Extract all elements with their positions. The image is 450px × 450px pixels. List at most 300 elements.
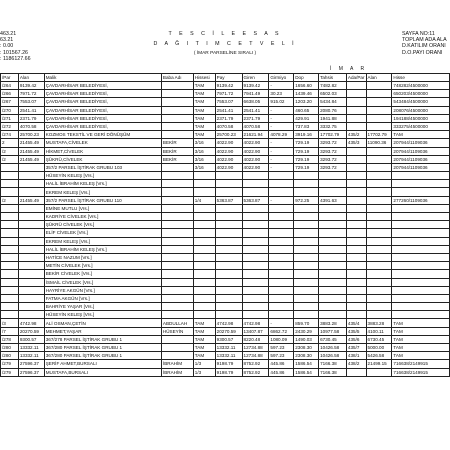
table-cell: 438/2 <box>346 360 366 368</box>
table-cell: 1203.20 <box>294 98 319 106</box>
table-cell: - <box>269 139 294 147</box>
table-cell <box>18 294 44 302</box>
table-cell: 12734.88 <box>242 352 269 360</box>
table-row <box>1 221 450 229</box>
table-cell <box>161 245 193 253</box>
table-cell <box>269 172 294 180</box>
table-cell <box>18 311 44 319</box>
table-cell: - <box>269 122 294 130</box>
table-cell: EKREM KELEŞ [Vrs.] <box>44 237 161 245</box>
table-cell <box>366 262 392 270</box>
table-cell <box>366 221 392 229</box>
table-cell: /278 <box>1 335 19 343</box>
table-cell <box>346 106 366 114</box>
table-cell: 4742.98 <box>215 319 242 327</box>
table-cell <box>366 114 392 122</box>
table-cell <box>242 245 269 253</box>
table-cell: 729.19 <box>294 147 319 155</box>
table-cell <box>269 253 294 261</box>
table-cell <box>346 204 366 212</box>
table-cell: 30.23 <box>269 90 294 98</box>
table-cell: 435/2 <box>346 131 366 139</box>
table-cell <box>18 253 44 261</box>
table-cell <box>18 286 44 294</box>
table-cell <box>1 221 19 229</box>
table-cell <box>18 204 44 212</box>
table-cell: 5363.87 <box>215 196 242 204</box>
table-cell: 1656.60 <box>294 82 319 90</box>
table-cell <box>319 253 347 261</box>
table-cell <box>18 172 44 180</box>
table-cell: ÇAVDARHİSAR BELEDİYESİ, <box>44 82 161 90</box>
table-cell <box>269 237 294 245</box>
table-cell <box>319 294 347 302</box>
table-cell: 4022.90 <box>215 155 242 163</box>
table-cell: TAM <box>193 344 215 352</box>
table-row <box>1 319 450 327</box>
header-right-block <box>402 31 450 56</box>
table-cell <box>366 237 392 245</box>
table-cell: 1/4 <box>193 196 215 204</box>
table-cell <box>193 278 215 286</box>
table-cell <box>215 180 242 188</box>
table-cell: 716638/2149915 <box>392 368 450 376</box>
table-cell: TAM <box>193 90 215 98</box>
table-cell <box>161 188 193 196</box>
table-cell: 7553.07 <box>18 98 44 106</box>
table-cell: /280 <box>1 344 19 352</box>
table-cell: 3/16 <box>193 139 215 147</box>
table-cell <box>346 294 366 302</box>
table-header-row <box>1 74 450 82</box>
table-cell: TAM <box>392 344 450 352</box>
table-cell: 435/4 <box>346 319 366 327</box>
table-cell: 27596.37 <box>18 368 44 376</box>
table-cell <box>18 303 44 311</box>
table-cell: BEKİR <box>161 155 193 163</box>
table-cell <box>193 237 215 245</box>
table-cell <box>242 270 269 278</box>
table-cell: 6502.03 <box>319 90 347 98</box>
table-cell: 915.02 <box>269 98 294 106</box>
table-row <box>1 245 450 253</box>
table-cell: 25700.23 <box>215 131 242 139</box>
table-cell: 4070.58 <box>215 122 242 130</box>
table-cell <box>366 204 392 212</box>
column-header: Pay <box>215 74 242 82</box>
table-cell: 21455.49 <box>18 139 44 147</box>
table-cell: 7553.07 <box>215 98 242 106</box>
table-cell: 367/278 PARSEL İŞTİRAK GRUBU 1 <box>44 335 161 343</box>
table-cell <box>1 229 19 237</box>
table-cell <box>346 147 366 155</box>
table-cell <box>392 204 450 212</box>
table-cell: 7166.38 <box>319 360 347 368</box>
table-cell: 6730.45 <box>366 335 392 343</box>
table-cell: /266 <box>1 90 19 98</box>
table-cell <box>161 106 193 114</box>
table-cell <box>269 294 294 302</box>
table-cell <box>366 98 392 106</box>
table-cell: 972.25 <box>294 196 319 204</box>
table-cell <box>161 270 193 278</box>
table-cell: BEKİR CİVELEK [Vrs.] <box>44 270 161 278</box>
table-cell: 27596.37 <box>18 360 44 368</box>
table-cell <box>294 204 319 212</box>
table-cell <box>294 180 319 188</box>
table-cell <box>161 82 193 90</box>
table-cell <box>215 286 242 294</box>
table-cell: TAM <box>392 335 450 343</box>
table-cell: ELİF CİVELEK [Vrs.] <box>44 229 161 237</box>
table-cell <box>294 253 319 261</box>
table-cell <box>242 221 269 229</box>
table-cell: FATMA AKGÜN [Vrs.] <box>44 294 161 302</box>
table-cell: 21621.94 <box>242 131 269 139</box>
table-cell <box>1 286 19 294</box>
table-cell <box>193 204 215 212</box>
table-cell <box>215 311 242 319</box>
header-left-line: 463.21 <box>0 31 17 37</box>
table-cell <box>161 172 193 180</box>
table-cell: 21455.49 <box>18 196 44 204</box>
table-cell: İBRAHİM <box>161 360 193 368</box>
table-cell: ALİ OSMAN,ÇETİN <box>44 319 161 327</box>
table-cell <box>366 196 392 204</box>
table-cell: 445.86 <box>269 360 294 368</box>
table-cell: 1941.88 <box>319 114 347 122</box>
table-cell: TAM <box>392 131 450 139</box>
table-cell: 737.83 <box>294 122 319 130</box>
table-cell <box>366 147 392 155</box>
table-cell <box>161 335 193 343</box>
table-cell <box>269 229 294 237</box>
table-cell <box>161 352 193 360</box>
table-cell: /264 <box>1 82 19 90</box>
table-cell: 207944/1109036 <box>392 163 450 171</box>
table-cell <box>392 262 450 270</box>
table-cell: 2541.41 <box>18 106 44 114</box>
table-cell: 357/2 PARSEL İŞTİRAK GRUBU 110 <box>44 196 161 204</box>
table-row <box>1 344 450 352</box>
table-cell: 4022.90 <box>215 147 242 155</box>
table-cell: 333275/4500000 <box>392 122 450 130</box>
table-row <box>1 139 450 147</box>
table-cell: ÇAVDARHİSAR BELEDİYESİ, <box>44 114 161 122</box>
table-cell <box>346 98 366 106</box>
table-cell: - <box>269 319 294 327</box>
table-cell: ÇAVDARHİSAR BELEDİYESİ, <box>44 98 161 106</box>
table-cell: ŞERİF AHMET,BURSALI <box>44 360 161 368</box>
table-cell: TAM <box>193 106 215 114</box>
table-cell: BEKİR <box>161 147 193 155</box>
table-cell <box>193 286 215 294</box>
table-row <box>1 253 450 261</box>
table-cell: 435/5 <box>346 327 366 335</box>
table-cell: MUSTAFA,BURSALI <box>44 368 161 376</box>
column-header: Malik <box>44 74 161 82</box>
table-cell: 4742.98 <box>18 319 44 327</box>
table-cell <box>346 213 366 221</box>
table-cell: İSMAİL CİVELEK [Vrs.] <box>44 278 161 286</box>
table-cell: 3919.16 <box>294 131 319 139</box>
table-row <box>1 131 450 139</box>
table-cell: 1/3 <box>193 360 215 368</box>
table-cell: 2541.41 <box>215 106 242 114</box>
table-cell: - <box>269 196 294 204</box>
table-cell <box>319 245 347 253</box>
table-cell: 4022.90 <box>242 163 269 171</box>
table-cell <box>193 253 215 261</box>
table-cell: 194188/4500000 <box>392 114 450 122</box>
table-cell <box>193 188 215 196</box>
table-cell <box>215 253 242 261</box>
table-cell: ÇAVDARHİSAR BELEDİYESİ, <box>44 90 161 98</box>
table-cell: 9139.42 <box>18 82 44 90</box>
table-row <box>1 368 450 376</box>
table-cell <box>269 213 294 221</box>
table-cell <box>392 286 450 294</box>
table-cell <box>392 229 450 237</box>
table-cell: ÇAVDARHİSAR BELEDİYESİ, <box>44 106 161 114</box>
table-cell <box>18 188 44 196</box>
table-cell <box>269 204 294 212</box>
table-cell: /272 <box>1 122 19 130</box>
table-cell: 1586.54 <box>294 368 319 376</box>
table-cell <box>161 163 193 171</box>
table-cell: EMİNE MUTLU [Vrs.] <box>44 204 161 212</box>
page-number: SAYFA NO:11 <box>402 31 435 37</box>
table-row <box>1 352 450 360</box>
table-cell <box>269 221 294 229</box>
table-cell <box>242 253 269 261</box>
table-cell <box>392 172 450 180</box>
table-cell <box>319 229 347 237</box>
table-cell <box>346 229 366 237</box>
table-cell <box>392 270 450 278</box>
table-cell: 3332.75 <box>319 122 347 130</box>
table-cell: 207944/1109036 <box>392 155 450 163</box>
table-cell <box>294 311 319 319</box>
table-cell <box>346 122 366 130</box>
table-cell: 3883.28 <box>319 319 347 327</box>
table-cell <box>1 213 19 221</box>
header-center-block <box>0 31 450 58</box>
table-cell <box>161 303 193 311</box>
table-cell <box>366 303 392 311</box>
table-cell: 4070.58 <box>242 122 269 130</box>
table-cell: 20270.59 <box>215 327 242 335</box>
table-cell: 5434.84 <box>319 98 347 106</box>
table-cell: 859.70 <box>294 319 319 327</box>
header-left-line: : 101567.26 <box>0 49 28 56</box>
table-cell <box>193 303 215 311</box>
table-cell: 2308.30 <box>294 352 319 360</box>
table-cell <box>366 311 392 319</box>
table-cell <box>215 245 242 253</box>
table-cell <box>294 262 319 270</box>
table-cell: - <box>269 155 294 163</box>
table-row <box>1 155 450 163</box>
table-cell: 13332.11 <box>18 352 44 360</box>
table-cell: TAM <box>193 335 215 343</box>
table-cell: MUSTAFA,CİVELEK <box>44 139 161 147</box>
table-cell: 4100.11 <box>366 327 392 335</box>
table-cell <box>294 229 319 237</box>
table-cell: TAM <box>193 327 215 335</box>
table-cell: 4022.90 <box>242 139 269 147</box>
table-cell <box>392 213 450 221</box>
table-cell <box>392 303 450 311</box>
table-cell <box>161 131 193 139</box>
column-header: /Par <box>1 74 19 82</box>
table-cell <box>1 253 19 261</box>
table-cell <box>242 204 269 212</box>
column-header: Ada/Par <box>347 75 365 80</box>
table-cell: /279 <box>1 368 19 376</box>
table-cell: 2371.79 <box>242 114 269 122</box>
table-cell: HÜSEYİN <box>161 327 193 335</box>
header-left-line: : 1186127.66 <box>0 55 31 62</box>
table-cell <box>269 188 294 196</box>
table-cell <box>366 213 392 221</box>
table-cell <box>193 213 215 221</box>
table-cell <box>215 229 242 237</box>
table-cell <box>366 253 392 261</box>
table-cell <box>215 221 242 229</box>
table-cell: /7 <box>1 327 19 335</box>
column-header: Tahsis <box>319 74 347 82</box>
table-cell <box>1 262 19 270</box>
table-cell <box>392 311 450 319</box>
document-sort-note: ( İMAR PARSELİNE SIRALI ) <box>193 51 257 57</box>
table-cell <box>242 278 269 286</box>
table-cell <box>161 180 193 188</box>
table-cell <box>346 262 366 270</box>
table-cell <box>1 303 19 311</box>
table-cell <box>1 172 19 180</box>
table-cell: 748282/4500000 <box>392 82 450 90</box>
table-cell: 4078.29 <box>269 131 294 139</box>
table-cell: 1490.03 <box>294 335 319 343</box>
table-row <box>1 122 450 130</box>
table-cell <box>1 180 19 188</box>
column-header: Dop <box>294 74 319 82</box>
table-cell: 10426.58 <box>319 352 347 360</box>
table-cell <box>366 368 392 376</box>
table-cell <box>215 262 242 270</box>
table-cell: 1586.54 <box>294 360 319 368</box>
table-cell <box>294 294 319 302</box>
table-cell: 438/1 <box>346 352 366 360</box>
table-row <box>1 278 450 286</box>
table-cell <box>366 82 392 90</box>
table-cell <box>294 221 319 229</box>
table-cell <box>193 311 215 319</box>
table-cell <box>392 221 450 229</box>
table-cell <box>346 114 366 122</box>
table-cell <box>161 122 193 130</box>
table-cell <box>346 155 366 163</box>
table-cell <box>1 245 19 253</box>
table-cell <box>294 286 319 294</box>
table-row <box>1 327 450 335</box>
table-cell: ÇAVDARHİSAR BELEDİYESİ, <box>44 122 161 130</box>
header-left-line: : 0.00 <box>0 43 14 50</box>
table-cell <box>346 221 366 229</box>
table-cell <box>161 114 193 122</box>
distribution-table <box>0 73 450 377</box>
table-cell: 207944/1109036 <box>392 147 450 155</box>
document-subtitle: D A Ğ I T I M C E T V E L İ <box>153 41 297 48</box>
table-row <box>1 114 450 122</box>
table-cell <box>392 245 450 253</box>
table-cell: 729.19 <box>294 139 319 147</box>
column-header: Baba Adı <box>161 74 193 82</box>
table-cell: 3293.72 <box>319 155 347 163</box>
table-cell: 1080.09 <box>269 335 294 343</box>
table-cell <box>392 180 450 188</box>
table-cell: 207944/1109036 <box>392 139 450 147</box>
table-cell: 6862.72 <box>269 327 294 335</box>
table-row <box>1 335 450 343</box>
table-cell <box>18 270 44 278</box>
table-cell <box>215 278 242 286</box>
table-cell: TAM <box>193 131 215 139</box>
table-cell: 2371.79 <box>215 114 242 122</box>
table-row <box>1 311 450 319</box>
table-cell <box>294 278 319 286</box>
table-cell <box>346 311 366 319</box>
table-cell: 8752.92 <box>242 368 269 376</box>
table-cell: 7971.72 <box>215 90 242 98</box>
table-cell: 6638.05 <box>242 98 269 106</box>
table-cell <box>215 303 242 311</box>
table-cell: /2 <box>1 196 19 204</box>
table-row <box>1 180 450 188</box>
table-cell <box>319 311 347 319</box>
table-cell: KADRİYE CİVELEK [Vrs.] <box>44 213 161 221</box>
table-cell <box>18 245 44 253</box>
table-cell <box>161 344 193 352</box>
table-cell: /280 <box>1 352 19 360</box>
table-cell <box>161 262 193 270</box>
table-cell: 2080.76 <box>319 106 347 114</box>
table-cell: 597.23 <box>269 352 294 360</box>
table-cell: 3/16 <box>193 155 215 163</box>
table-cell: 435/3 <box>346 139 366 147</box>
table-cell: 12734.88 <box>242 344 269 352</box>
table-cell <box>346 172 366 180</box>
table-cell: /2 <box>1 155 19 163</box>
table-cell <box>161 196 193 204</box>
table-cell: 729.19 <box>294 163 319 171</box>
table-cell: HAYRİYE AKGÜN [Vrs.] <box>44 286 161 294</box>
table-cell: 2 <box>1 139 19 147</box>
table-cell <box>269 286 294 294</box>
table-row <box>1 294 450 302</box>
table-cell: /3 <box>1 319 19 327</box>
table-cell: BEKİR <box>161 139 193 147</box>
table-cell: 5000.00 <box>366 344 392 352</box>
table-cell <box>215 270 242 278</box>
table-cell: 3883.28 <box>366 319 392 327</box>
table-cell: 25700.23 <box>18 131 44 139</box>
column-header: Hissesi <box>193 74 215 82</box>
table-cell <box>392 188 450 196</box>
table-cell: - <box>269 106 294 114</box>
table-cell <box>269 311 294 319</box>
